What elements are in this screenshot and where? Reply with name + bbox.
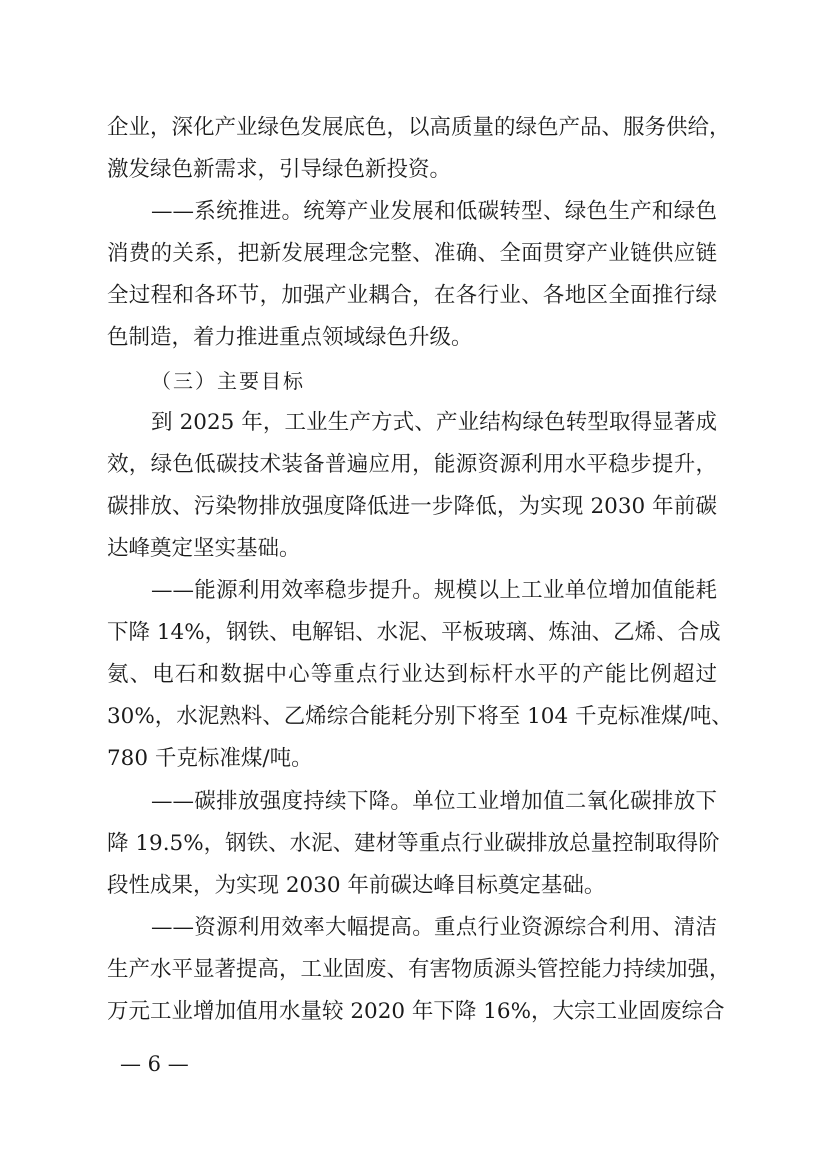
paragraph-line: 达峰奠定坚实基础。 <box>107 535 301 561</box>
paragraph-line: 全过程和各环节，加强产业耦合，在各行业、各地区全面推行绿 <box>107 283 717 309</box>
paragraph-line: 激发绿色新需求，引导绿色新投资。 <box>107 157 452 183</box>
section-heading: （三）主要目标 <box>151 368 305 393</box>
paragraph-line: 色制造，着力推进重点领域绿色升级。 <box>107 325 473 351</box>
paragraph-line: 效，绿色低碳技术装备普遍应用，能源资源利用水平稳步提升， <box>107 451 717 477</box>
paragraph-line: 下降 14%，钢铁、电解铝、水泥、平板玻璃、炼油、乙烯、合成 <box>107 620 721 646</box>
paragraph-line: 碳排放、污染物排放强度降低进一步降低，为实现 2030 年前碳 <box>107 493 717 519</box>
paragraph-line: 万元工业增加值用水量较 2020 年下降 16%，大宗工业固废综合 <box>107 998 725 1024</box>
paragraph-line: 780 千克标准煤/吨。 <box>107 746 313 772</box>
paragraph-line: 氨、电石和数据中心等重点行业达到标杆水平的产能比例超过 <box>107 662 717 688</box>
paragraph-line: 企业，深化产业绿色发展底色，以高质量的绿色产品、服务供给， <box>107 115 731 140</box>
paragraph-line: ——碳排放强度持续下降。单位工业增加值二氧化碳排放下 <box>151 788 717 814</box>
paragraph-line: 到 2025 年，工业生产方式、产业结构绿色转型取得显著成 <box>151 409 717 435</box>
paragraph-line: 段性成果，为实现 2030 年前碳达峰目标奠定基础。 <box>107 872 606 898</box>
page-number: — 6 — <box>120 1052 189 1076</box>
paragraph-line: ——系统推进。统筹产业发展和低碳转型、绿色生产和绿色 <box>151 199 717 225</box>
paragraph-line: 消费的关系，把新发展理念完整、准确、全面贯穿产业链供应链 <box>107 241 717 267</box>
document-page <box>107 112 733 1038</box>
paragraph-line: ——资源利用效率大幅提高。重点行业资源综合利用、清洁 <box>151 914 717 940</box>
paragraph-line: 降 19.5%，钢铁、水泥、建材等重点行业碳排放总量控制取得阶 <box>107 830 720 856</box>
paragraph-line: 生产水平显著提高，工业固废、有害物质源头管控能力持续加强， <box>107 956 731 982</box>
paragraph-line: 30%，水泥熟料、乙烯综合能耗分别下将至 104 千克标准煤/吨、 <box>107 704 733 730</box>
paragraph-line: ——能源利用效率稳步提升。规模以上工业单位增加值能耗 <box>151 578 717 604</box>
